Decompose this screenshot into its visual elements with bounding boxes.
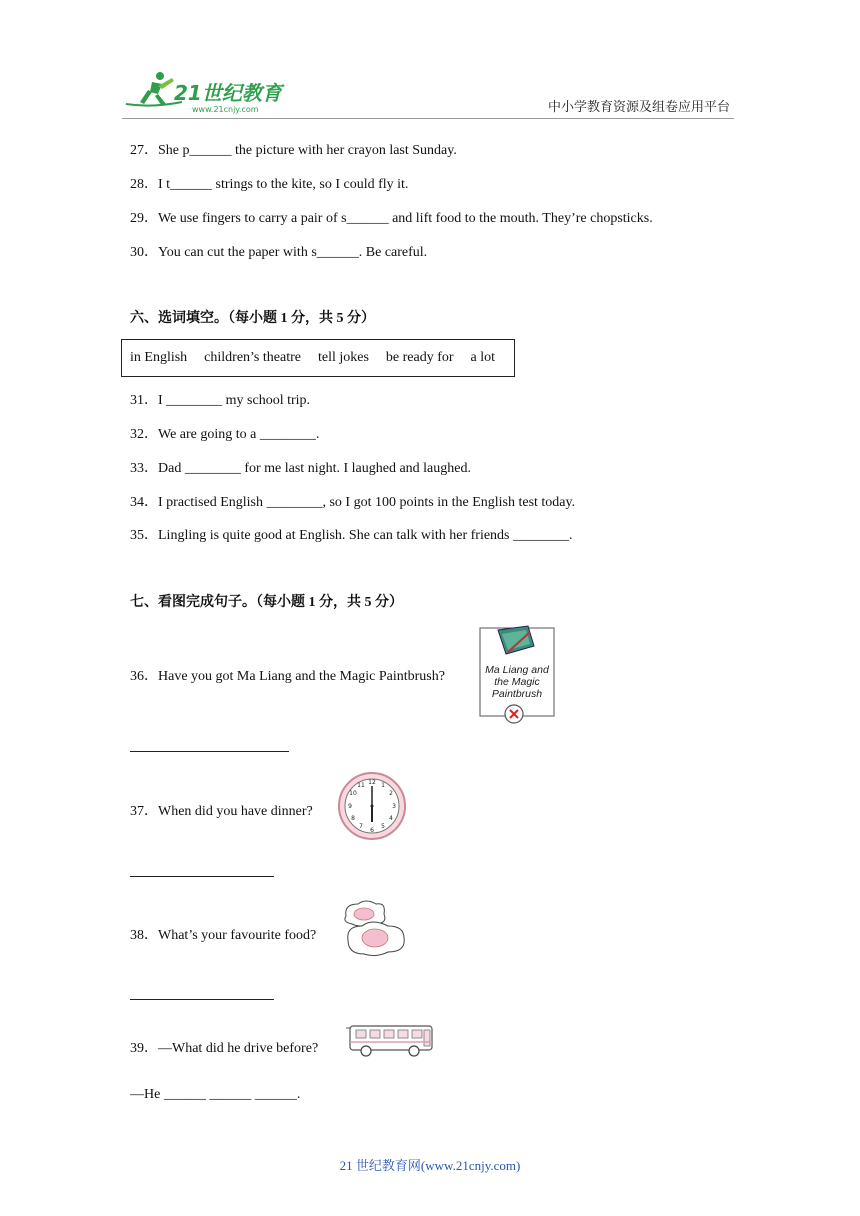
question-37: 37．When did you have dinner? xyxy=(130,804,313,819)
question-39-answer-template: —He ______ ______ ______. xyxy=(130,1087,301,1102)
book-cover-image xyxy=(478,624,558,724)
svg-text:9: 9 xyxy=(348,803,352,810)
svg-text:3: 3 xyxy=(392,803,396,810)
site-logo xyxy=(122,68,292,116)
question-36: 36．Have you got Ma Liang and the Magic Paintbrush? xyxy=(130,669,445,684)
svg-text:8: 8 xyxy=(351,815,355,822)
word-bank-item: in English xyxy=(130,350,188,365)
book-title-line: Ma Liang and xyxy=(485,664,549,676)
question-27: 27．She p______ the picture with her crayon last Sunday. xyxy=(130,143,457,158)
answer-line-38 xyxy=(130,999,274,1000)
question-39: 39．—What did he drive before? xyxy=(130,1041,319,1056)
question-30: 30．You can cut the paper with s______. Be careful. xyxy=(130,245,428,260)
word-bank-item: be ready for xyxy=(385,350,454,365)
fried-eggs-image xyxy=(340,896,412,960)
question-34: 34．I practised English ________, so I got 100 points in the English test today. xyxy=(130,495,576,510)
book-title-line: the Magic xyxy=(494,676,540,688)
footer-text: 21 世纪教育网(www.21cnjy.com) xyxy=(339,1158,521,1173)
word-bank-item: tell jokes xyxy=(317,350,369,365)
svg-text:5: 5 xyxy=(381,823,385,830)
question-31: 31．I ________ my school trip. xyxy=(130,393,311,408)
svg-text:2: 2 xyxy=(389,790,393,797)
logo-url: www.21cnjy.com xyxy=(192,105,259,114)
word-bank-item: a lot xyxy=(470,350,496,365)
header-platform-text: 中小学教育资源及组卷应用平台 xyxy=(547,99,730,114)
section-7-title: 七、看图完成句子。（每小题 1 分，共 5 分） xyxy=(130,595,403,610)
answer-line-36 xyxy=(130,751,289,752)
svg-text:12: 12 xyxy=(368,779,376,786)
svg-text:7: 7 xyxy=(359,823,363,830)
word-bank-item: children’s theatre xyxy=(204,350,301,365)
svg-text:1: 1 xyxy=(381,782,385,789)
bus-image xyxy=(344,1022,436,1060)
book-title-line: Paintbrush xyxy=(491,688,543,700)
svg-text:11: 11 xyxy=(357,782,365,789)
question-38: 38．What’s your favourite food? xyxy=(130,928,317,943)
question-29: 29．We use fingers to carry a pair of s______ and lift food to the mouth. They’re chopsticks. xyxy=(130,211,653,226)
word-bank-box xyxy=(121,339,515,377)
question-28: 28．I t______ strings to the kite, so I could fly it. xyxy=(130,177,409,192)
svg-text:10: 10 xyxy=(349,790,357,797)
clock-icon xyxy=(336,770,408,842)
svg-text:6: 6 xyxy=(370,827,374,834)
section-6-title: 六、选词填空。（每小题 1 分，共 5 分） xyxy=(130,311,375,326)
question-32: 32．We are going to a ________. xyxy=(130,427,320,442)
question-35: 35．Lingling is quite good at English. She can talk with her friends ________. xyxy=(130,528,573,543)
logo-text: 21世纪教育 xyxy=(174,81,282,105)
svg-text:4: 4 xyxy=(389,815,393,822)
question-33: 33．Dad ________ for me last night. I laughed and laughed. xyxy=(130,461,471,476)
header-divider xyxy=(122,118,734,119)
answer-line-37 xyxy=(130,876,274,877)
